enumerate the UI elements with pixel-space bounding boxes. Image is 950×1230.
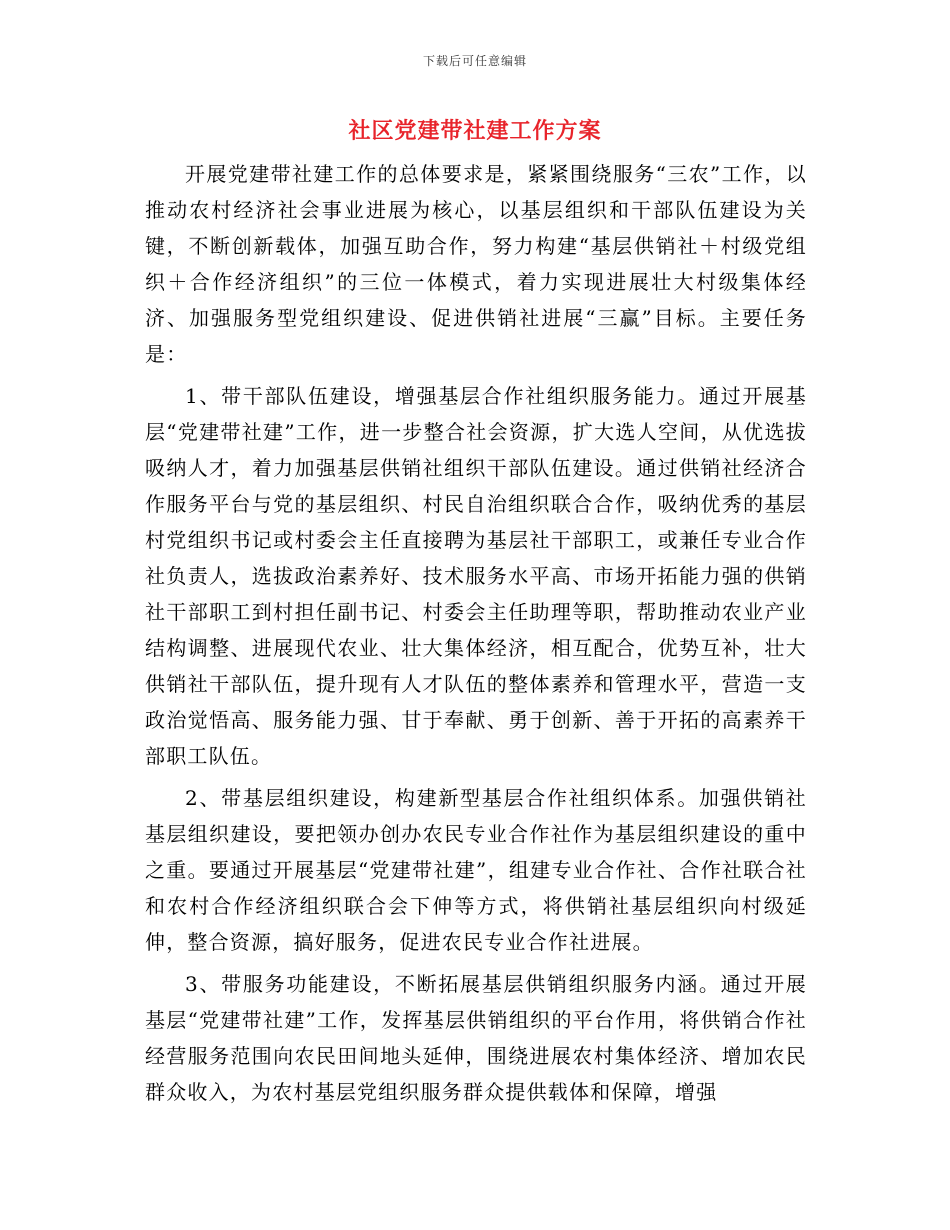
page-title: 社区党建带社建工作方案 <box>348 118 602 144</box>
paragraph-intro: 开展党建带社建工作的总体要求是，紧紧围绕服务“三农”工作，以推动农村经济社会事业进展为核心，以基层组织和干部队伍建设为关键，不断创新载体，加强互助合作，努力构建“基层供销社＋村级党组织＋合作经济组织”的三位一体模式，着力实现进展壮大村级集体经济、加强服务型党组织建设、促进供销社进展“三赢”目标。主要任务是： <box>145 162 807 366</box>
document-body <box>145 156 807 1110</box>
paragraph-task-1: 1、带干部队伍建设，增强基层合作社组织服务能力。通过开展基层“党建带社建”工作，进一步整合社会资源，扩大选人空间，从优选拔吸纳人才，着力加强基层供销社组织干部队伍建设。通过供销社经济合作服务平台与党的基层组织、村民自治组织联合合作，吸纳优秀的基层村党组织书记或村委会主任直接聘为基层社干部职工，或兼任专业合作社负责人，选拔政治素养好、技术服务水平高、市场开拓能力强的供销社干部职工到村担任副书记、村委会主任助理等职，帮助推动农业产业结构调整、进展现代农业、壮大集体经济，相互配合，优势互补，壮大供销社干部队伍，提升现有人才队伍的整体素养和管理水平，营造一支政治觉悟高、服务能力强、甘于奉献、勇于创新、善于开拓的高素养干部职工队伍。 <box>145 384 807 768</box>
header-note: 下载后可任意编辑 <box>422 54 527 68</box>
paragraph-task-3: 3、带服务功能建设，不断拓展基层供销组织服务内涵。通过开展基层“党建带社建”工作，发挥基层供销组织的平台作用，将供销合作社经营服务范围向农民田间地头延伸，围绕进展农村集体经济、增加农民群众收入，为农村基层党组织服务群众提供载体和保障，增强 <box>145 972 807 1104</box>
paragraph-task-2: 2、带基层组织建设，构建新型基层合作社组织体系。加强供销社基层组织建设，要把领办创办农民专业合作社作为基层组织建设的重中之重。要通过开展基层“党建带社建”，组建专业合作社、合作社联合社和农村合作经济组织联合会下伸等方式，将供销社基层组织向村级延伸，整合资源，搞好服务，促进农民专业合作社进展。 <box>145 786 807 954</box>
